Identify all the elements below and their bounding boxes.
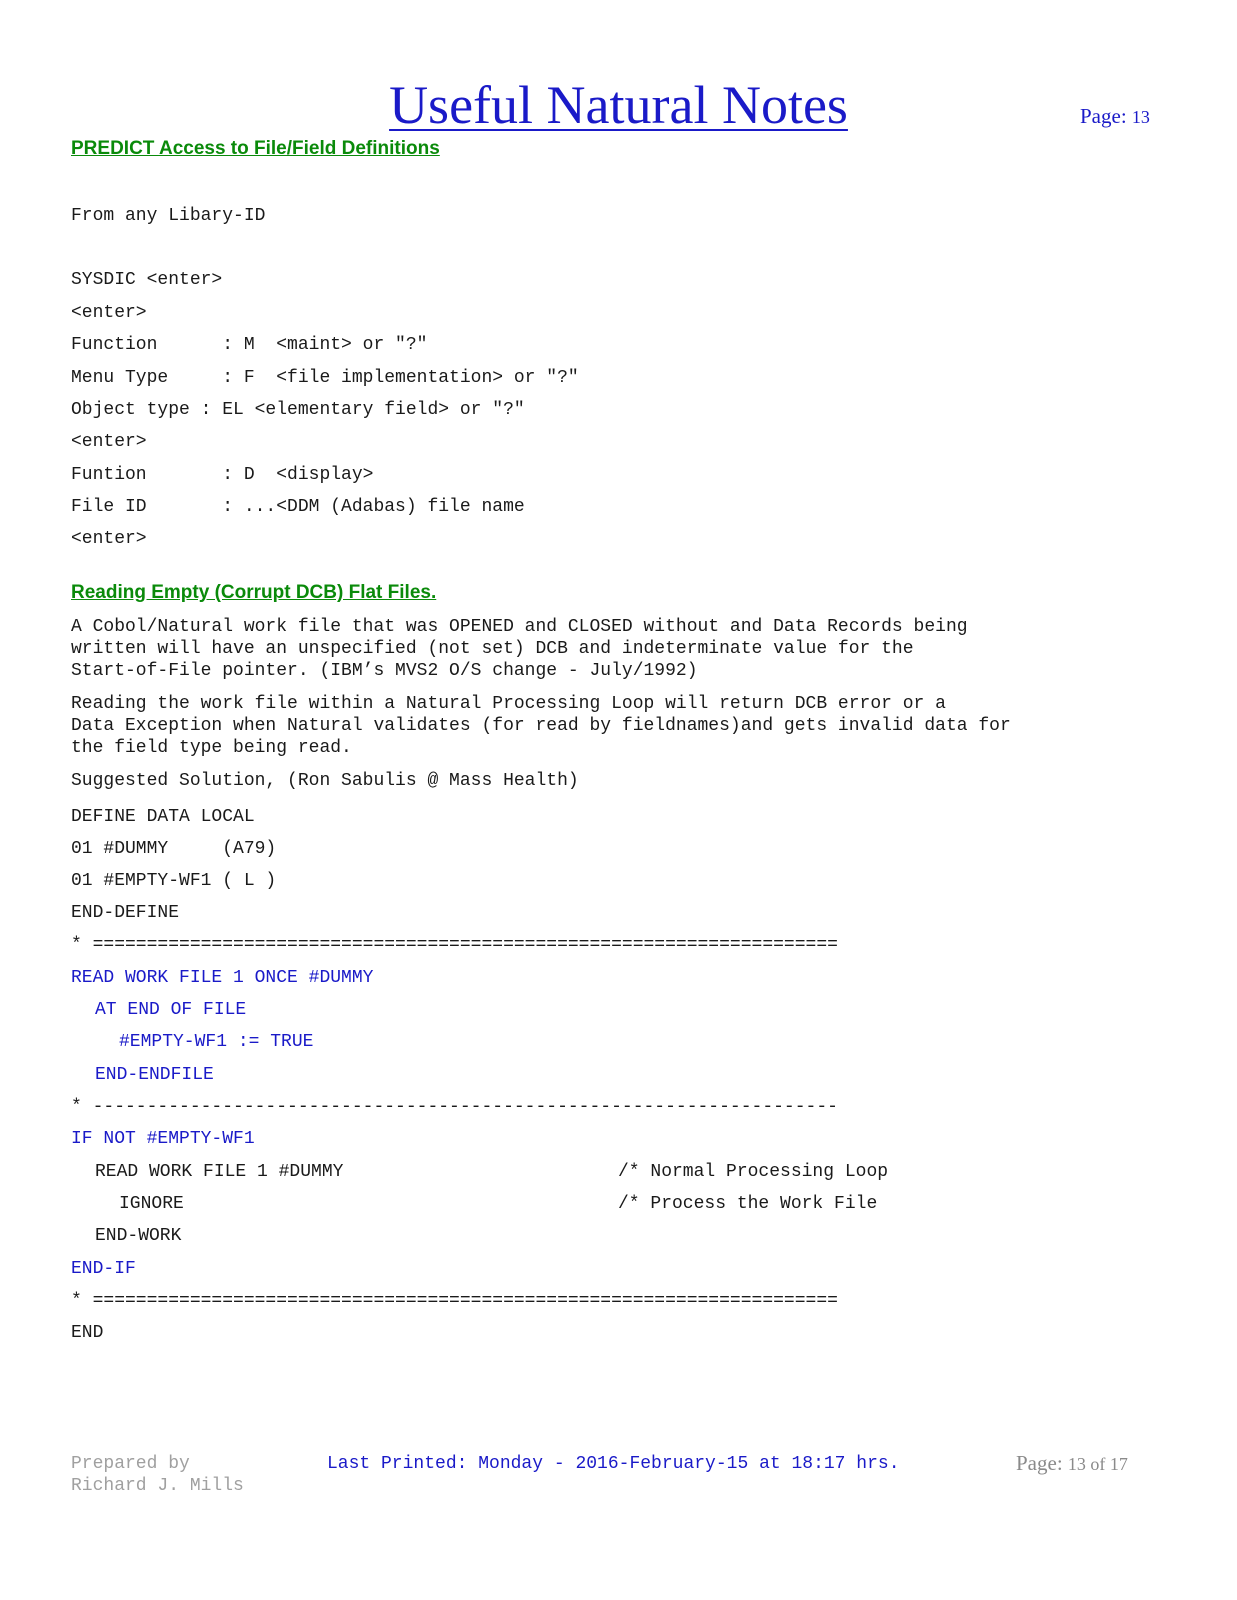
- code-line: READ WORK FILE 1 #DUMMY: [95, 1162, 344, 1182]
- code-line-keyword: END-ENDFILE: [95, 1065, 214, 1085]
- code-line: IGNORE: [119, 1194, 184, 1214]
- predict-line: <enter>: [71, 303, 147, 323]
- section-heading-predict: PREDICT Access to File/Field Definitions: [71, 138, 440, 159]
- code-line-keyword: AT END OF FILE: [95, 1000, 247, 1020]
- code-line-keyword: #EMPTY-WF1 := TRUE: [119, 1032, 314, 1052]
- predict-line: File ID : ...<DDM (Adabas) file name: [71, 497, 525, 517]
- code-line: DEFINE DATA LOCAL: [71, 807, 255, 827]
- code-separator: * ---------------------------------------------------------------------: [71, 1097, 838, 1117]
- footer-page-label: Page:: [1016, 1451, 1063, 1475]
- footer-page-of: 13 of 17: [1067, 1454, 1128, 1474]
- code-separator: * =====================================================================: [71, 1291, 838, 1311]
- code-line: END-DEFINE: [71, 903, 180, 923]
- predict-line: Menu Type : F <file implementation> or "?": [71, 368, 579, 388]
- predict-line: <enter>: [71, 432, 147, 452]
- footer-page: [1016, 1451, 1128, 1476]
- code-line: END: [71, 1323, 104, 1343]
- footer-prepared-by: Prepared by Richard J. Mills: [71, 1454, 244, 1496]
- paragraph-work-file: A Cobol/Natural work file that was OPENED and CLOSED without and Data Records being written will have an unspecified (not set) DCB and indeterminate value for the Start-of-File pointer. (IBM’s MVS2 O/S change - July/1992): [71, 617, 968, 681]
- code-line: END-WORK: [95, 1226, 182, 1246]
- predict-line: <enter>: [71, 529, 147, 549]
- paragraph-reading: Reading the work file within a Natural Processing Loop will return DCB error or a Data Exception when Natural validates (for read by fieldnames)and gets invalid data for the field type being read.: [71, 694, 1011, 758]
- footer-last-printed: Last Printed: Monday - 2016-February-15 at 18:17 hrs.: [327, 1454, 900, 1474]
- page-number-top: [1080, 104, 1150, 129]
- code-separator: * =====================================================================: [71, 935, 838, 955]
- code-line: 01 #DUMMY (A79): [71, 839, 277, 859]
- page-title: Useful Natural Notes: [389, 75, 848, 135]
- suggested-solution: Suggested Solution, (Ron Sabulis @ Mass Health): [71, 771, 579, 791]
- code-line: 01 #EMPTY-WF1 ( L ): [71, 871, 277, 891]
- code-line-keyword: IF NOT #EMPTY-WF1: [71, 1129, 255, 1149]
- predict-line: From any Libary-ID: [71, 206, 266, 226]
- section-heading-empty-files: Reading Empty (Corrupt DCB) Flat Files.: [71, 582, 437, 603]
- predict-line: Funtion : D <display>: [71, 465, 374, 485]
- page-number-value-top: 13: [1131, 107, 1150, 127]
- page-label-top: Page:: [1080, 104, 1127, 128]
- predict-line: Object type : EL <elementary field> or "?": [71, 400, 525, 420]
- predict-line: Function : M <maint> or "?": [71, 335, 428, 355]
- code-comment: /* Normal Processing Loop: [618, 1162, 889, 1182]
- code-line-keyword: READ WORK FILE 1 ONCE #DUMMY: [71, 968, 374, 988]
- predict-line: SYSDIC <enter>: [71, 270, 223, 290]
- code-comment: /* Process the Work File: [618, 1194, 878, 1214]
- code-line-keyword: END-IF: [71, 1259, 136, 1279]
